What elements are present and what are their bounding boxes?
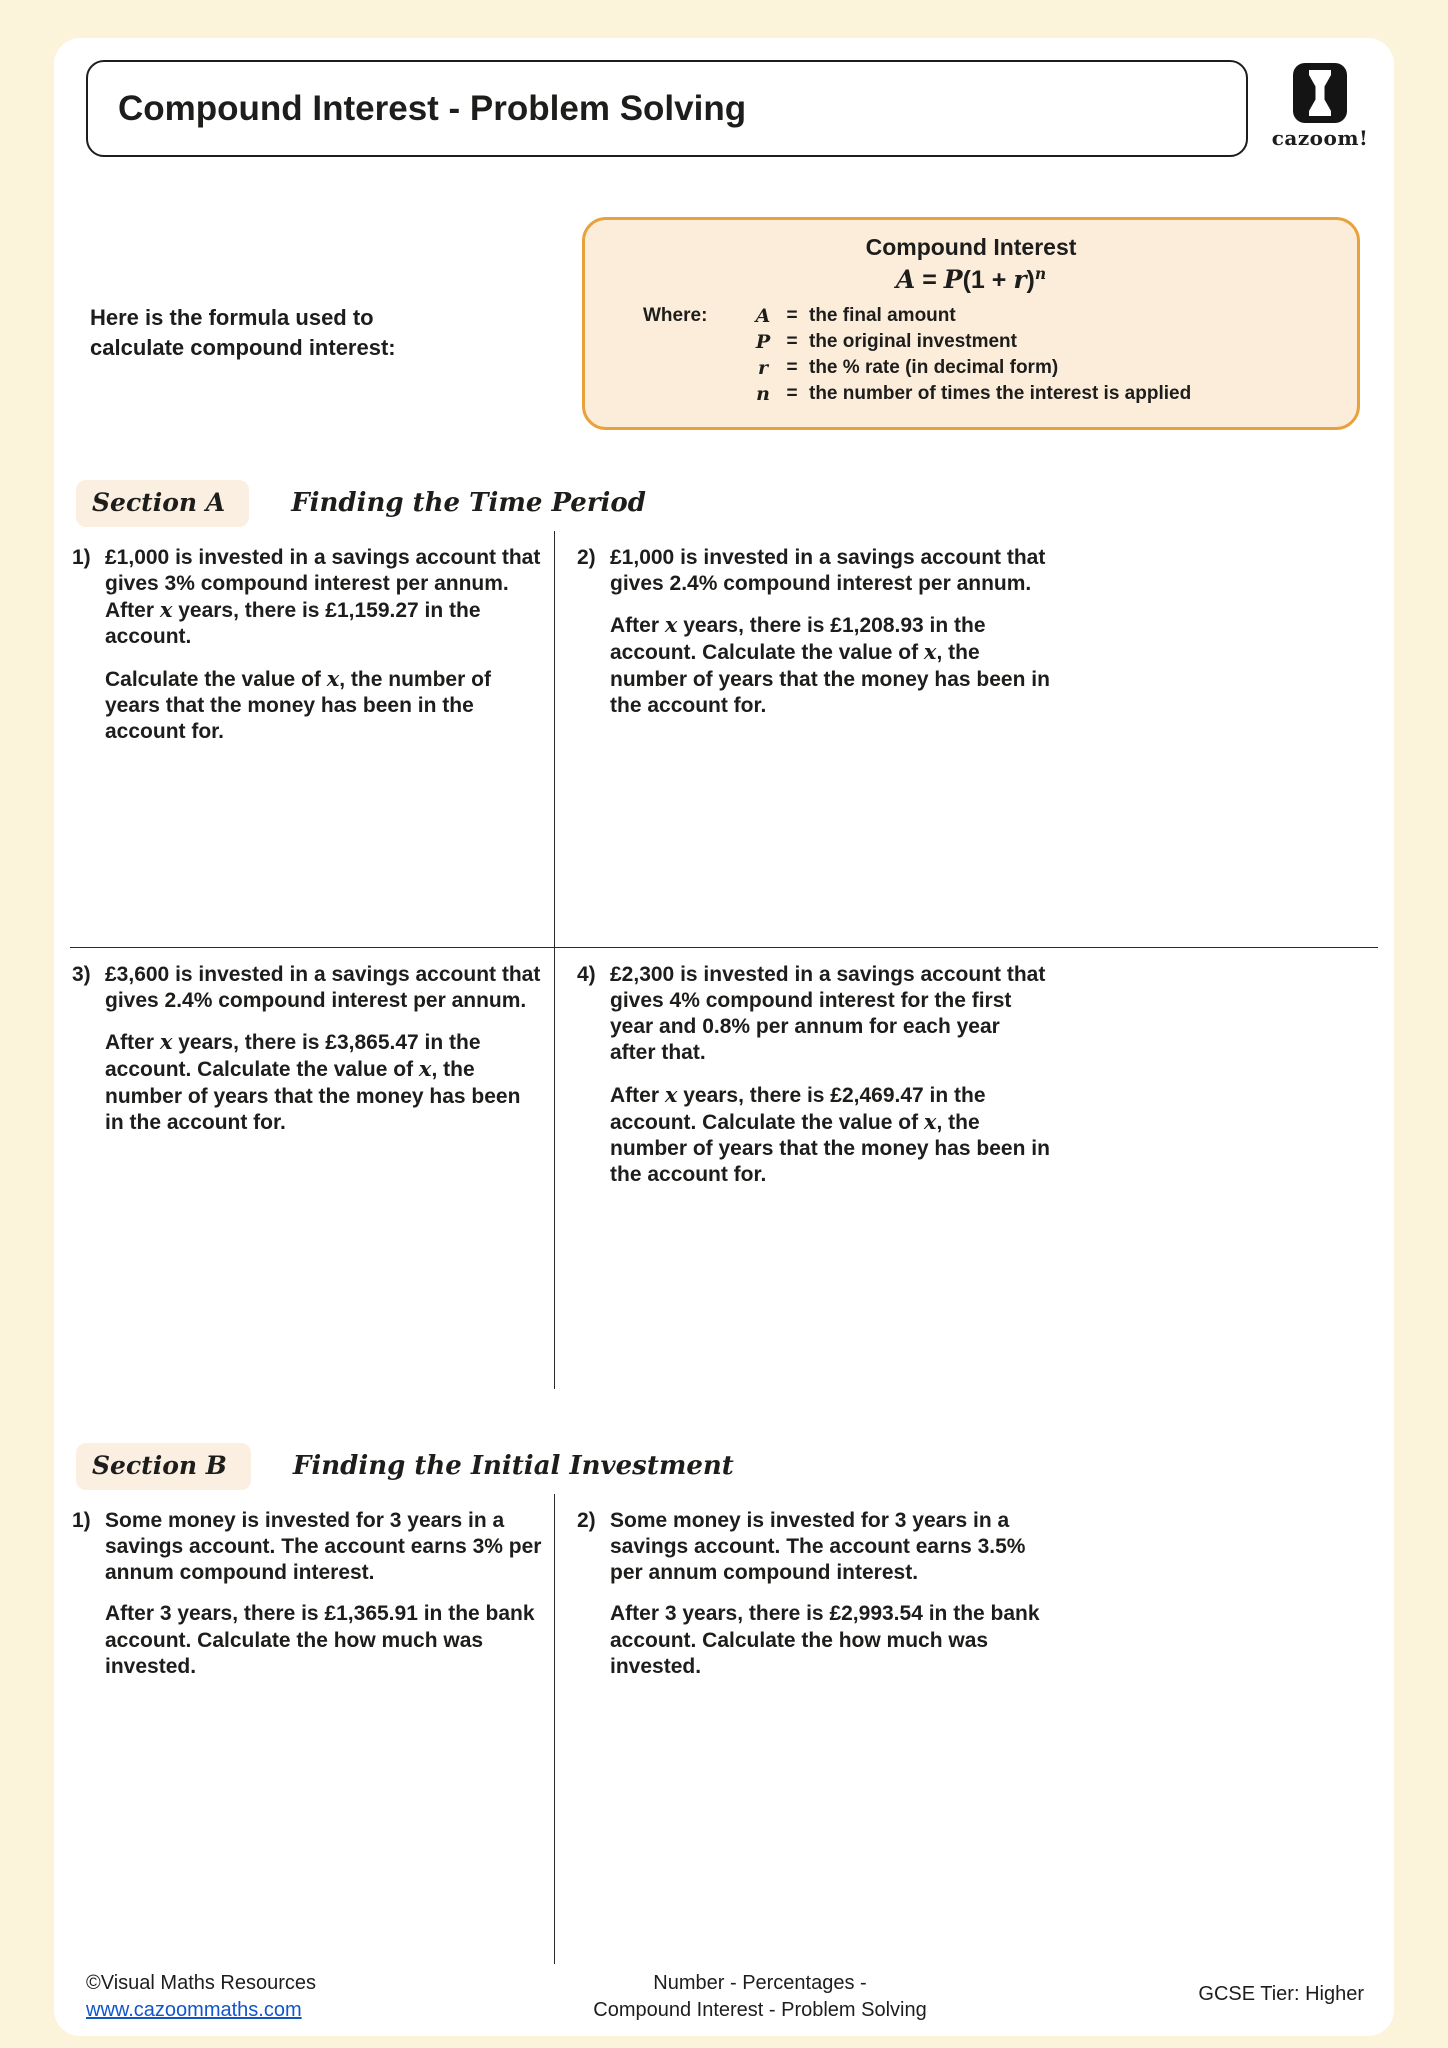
problem-b1 (72, 1508, 544, 1696)
problem-paragraph: £3,600 is invested in a savings account that gives 2.4% compound interest per annum. (105, 962, 541, 1012)
symbol-r: r (757, 356, 768, 379)
definition-list (751, 305, 1329, 408)
formula-box-title: Compound Interest (865, 234, 1077, 260)
worksheet-footer (70, 1964, 1378, 2036)
section-a-header (76, 480, 1378, 527)
problem-paragraph: £1,000 is invested in a savings account that gives 2.4% compound interest per annum. (610, 545, 1046, 595)
worksheet-sheet (54, 38, 1394, 2036)
section-a-row-1 (70, 531, 1378, 947)
compound-interest-formula (613, 264, 1329, 295)
problem-paragraph: After x years, there is £3,865.47 in the account. Calculate the value of x, the number of years that the money has been in the account for. (105, 1029, 521, 1134)
equals-sign: = (786, 356, 798, 378)
definition-text: the number of times the interest is applied (809, 382, 1192, 404)
problem-text (610, 545, 1050, 735)
problem-a1 (72, 545, 544, 761)
problem-a3 (72, 962, 544, 1152)
page-title: Compound Interest - Problem Solving (118, 88, 747, 128)
cazoom-logo-icon (1292, 62, 1348, 124)
cazoom-logo-text: cazoom! (1271, 126, 1369, 150)
section-b-title: Finding the Initial Investment (292, 1451, 734, 1482)
where-label: Where: (643, 305, 708, 327)
problem-cell-b1 (70, 1494, 555, 1964)
problem-text (105, 962, 544, 1152)
worksheet-title-box (86, 60, 1248, 157)
equals-sign: = (786, 382, 798, 404)
copyright-text: ©Visual Maths Resources (86, 1972, 317, 1994)
definition-text: the final amount (809, 305, 956, 327)
section-b-header (76, 1443, 1378, 1490)
problem-cell-a4 (555, 948, 1378, 1389)
formula-intro-text: Here is the formula used to calculate compound interest: (90, 305, 396, 360)
problem-cell-b2 (555, 1494, 1378, 1964)
problem-number: 2) (577, 1508, 596, 1532)
definition-row (751, 357, 1329, 380)
problem-paragraph: Calculate the value of x, the number of years that the money has been in the account for. (105, 665, 491, 744)
definition-row (751, 305, 1329, 328)
symbol-n: n (756, 382, 770, 405)
section-a-row-2 (70, 947, 1378, 1389)
problem-paragraph: After 3 years, there is £2,993.54 in the bank account. Calculate the how much was invested. (610, 1602, 1040, 1678)
footer-left (86, 1970, 406, 2024)
problem-paragraph: After x years, there is £1,208.93 in the account. Calculate the value of x, the number of years that the money has been in the account for. (610, 612, 1050, 717)
problem-b2 (577, 1508, 1368, 1696)
definition-text: the % rate (in decimal form) (809, 356, 1059, 378)
equals-sign: = (786, 305, 798, 327)
formula-definitions (613, 305, 1329, 408)
problem-a2 (577, 545, 1368, 735)
definition-row (751, 383, 1329, 406)
problem-paragraph: After 3 years, there is £1,365.91 in the bank account. Calculate the how much was invested. (105, 1602, 535, 1678)
problem-paragraph: Some money is invested for 3 years in a savings account. The account earns 3% per annum compound interest. (105, 1508, 542, 1585)
problem-number: 1) (72, 1508, 91, 1532)
section-a-label: Section A (76, 480, 249, 527)
problem-text (105, 545, 544, 761)
equals-sign: = (786, 331, 798, 353)
section-b-row-1 (70, 1494, 1378, 1964)
formula-box (582, 217, 1360, 430)
problem-cell-a1 (70, 531, 555, 947)
title-row (86, 60, 1369, 157)
problem-a4 (577, 962, 1368, 1204)
problem-cell-a2 (555, 531, 1378, 947)
formula-row (70, 217, 1378, 430)
problem-number: 2) (577, 545, 596, 569)
problem-text (610, 962, 1050, 1204)
footer-tier: GCSE Tier: Higher (1198, 1983, 1364, 2005)
definition-text: the original investment (809, 331, 1017, 353)
website-link[interactable]: www.cazoommaths.com (86, 1999, 302, 2021)
section-a-title: Finding the Time Period (291, 488, 646, 519)
problem-text (610, 1508, 1050, 1696)
footer-topic-line1: Number - Percentages - (653, 1972, 867, 1994)
problem-number: 1) (72, 545, 91, 569)
problem-cell-a3 (70, 948, 555, 1389)
problem-paragraph: Some money is invested for 3 years in a savings account. The account earns 3.5% per annum compound interest. (610, 1508, 1026, 1585)
formula-exponent: n (1034, 264, 1047, 283)
formula-body: A = P(1 + r) (895, 265, 1035, 295)
problem-paragraph: After x years, there is £2,469.47 in the account. Calculate the value of x, the number of years that the money has been in the account for. (610, 1081, 1050, 1187)
section-b-label: Section B (76, 1443, 251, 1490)
problem-text (105, 1508, 544, 1696)
problem-number: 3) (72, 962, 91, 986)
problem-number: 4) (577, 962, 596, 986)
problem-paragraph: £2,300 is invested in a savings account that gives 4% compound interest for the first year and 0.8% per annum for each year after that. (610, 962, 1046, 1065)
footer-topic-line2: Compound Interest - Problem Solving (593, 1999, 927, 2021)
symbol-P: P (755, 331, 771, 354)
symbol-A: A (755, 305, 771, 328)
definition-row (751, 331, 1329, 354)
problem-paragraph: £1,000 is invested in a savings account that gives 3% compound interest per annum. After x years, there is £1,159.27 in the account. (105, 545, 541, 649)
footer-center (406, 1970, 1114, 2024)
cazoom-logo (1271, 60, 1369, 150)
